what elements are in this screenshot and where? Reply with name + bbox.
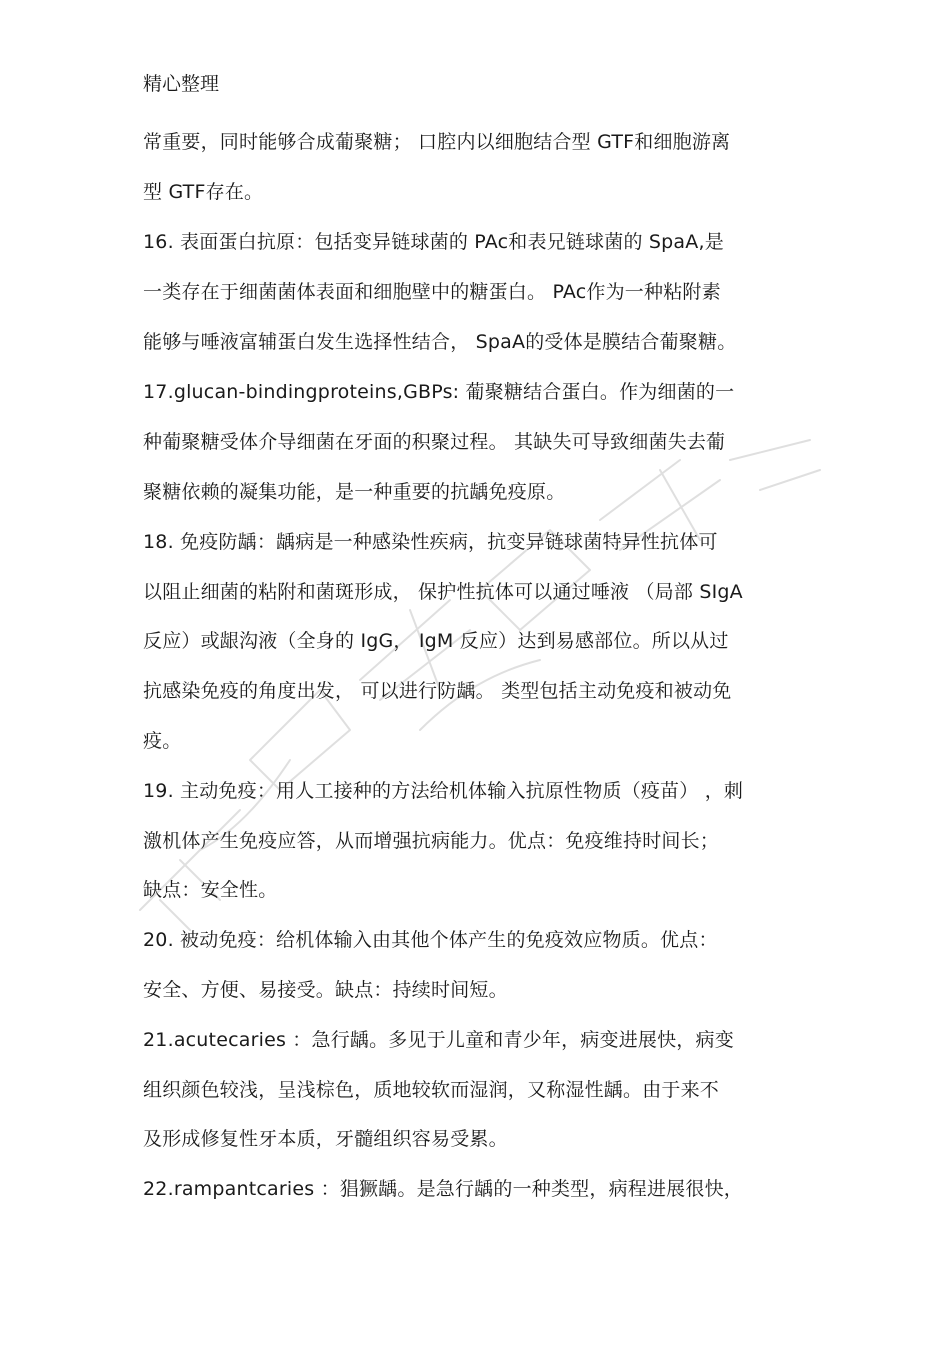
text-line: 16. 表面蛋白抗原：包括变异链球菌的 PAc和表兄链球菌的 SpaA,是 [143, 231, 724, 253]
text-line: 型 GTF存在。 [143, 181, 264, 203]
text-line: 反应）或龈沟液（全身的 IgG， IgM 反应）达到易感部位。所以从过 [143, 630, 729, 652]
text-line: 能够与唾液富辅蛋白发生选择性结合， SpaA的受体是膜结合葡聚糖。 [143, 331, 737, 353]
text-line: 聚糖依赖的凝集功能，是一种重要的抗龋免疫原。 [143, 481, 566, 503]
page-header: 精心整理 [143, 73, 220, 95]
text-line: 抗感染免疫的角度出发， 可以进行防龋。 类型包括主动免疫和被动免 [143, 680, 732, 702]
text-line: 18. 免疫防龋：龋病是一种感染性疾病，抗变异链球菌特异性抗体可 [143, 531, 718, 553]
text-line: 及形成修复性牙本质，牙髓组织容易受累。 [143, 1128, 508, 1150]
text-line: 22.rampantcaries ：猖獗龋。是急行龋的一种类型，病程进展很快， [143, 1178, 743, 1200]
text-line: 激机体产生免疫应答，从而增强抗病能力。优点：免疫维持时间长； [143, 830, 720, 852]
text-line: 缺点：安全性。 [143, 879, 278, 901]
text-line: 一类存在于细菌菌体表面和细胞壁中的糖蛋白。 PAc作为一种粘附素 [143, 281, 721, 303]
text-line: 安全、方便、易接受。缺点：持续时间短。 [143, 979, 508, 1001]
text-line: 常重要，同时能够合成葡聚糖； 口腔内以细胞结合型 GTF和细胞游离 [143, 131, 731, 153]
text-line: 21.acutecaries ：急行龋。多见于儿童和青少年，病变进展快，病变 [143, 1029, 734, 1051]
text-line: 20. 被动免疫：给机体输入由其他个体产生的免疫效应物质。优点： [143, 929, 718, 951]
text-line: 以阻止细菌的粘附和菌斑形成， 保护性抗体可以通过唾液 （局部 SIgA [143, 581, 743, 603]
text-line: 疫。 [143, 730, 182, 752]
text-line: 17.glucan-bindingproteins,GBPs: 葡聚糖结合蛋白。作为细菌的一 [143, 381, 735, 403]
text-line: 种葡聚糖受体介导细菌在牙面的积聚过程。 其缺失可导致细菌失去葡 [143, 431, 726, 453]
text-line: 组织颜色较浅，呈浅棕色，质地较软而湿润，又称湿性龋。由于来不 [143, 1079, 720, 1101]
text-line: 19. 主动免疫：用人工接种的方法给机体输入抗原性物质（疫苗） ，刺 [143, 780, 744, 802]
